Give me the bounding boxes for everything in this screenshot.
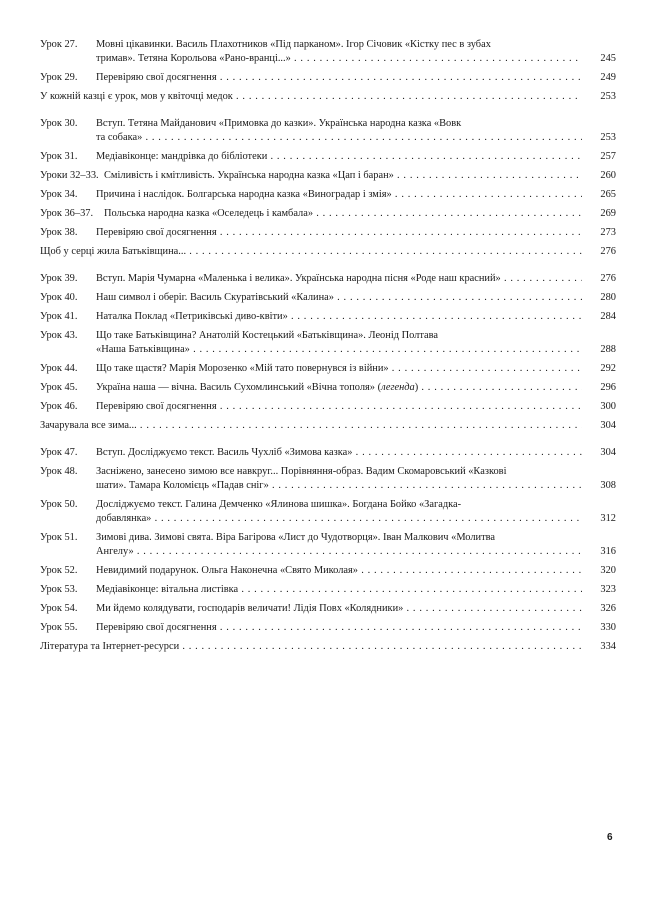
toc-entry [40, 71, 616, 85]
entry-title-line: Медіавіконце: мандрівка до бібліотеки . . . [96, 150, 582, 164]
toc-entry [40, 207, 616, 221]
toc-entry [40, 621, 616, 635]
entry-title-line: Україна наша — вічна. Василь Сухомлинський «Вічна тополя» (легенда) . . . [96, 381, 582, 395]
page-ref: 304 [582, 419, 616, 433]
entry-title [96, 621, 616, 635]
toc-entry [40, 169, 616, 183]
toc-entry [40, 400, 616, 414]
page-ref: 320 [582, 564, 616, 578]
entry-title-line: добавлянка» . . . [96, 512, 582, 526]
toc-entry [40, 381, 616, 395]
entry-title-line: Щоб у серці жила Батьківщина... . . . [40, 245, 582, 259]
lesson-number: Урок 40. [40, 292, 78, 303]
lesson-number: Урок 55. [40, 622, 78, 633]
entry-title-line: шати». Тамара Коломієць «Падав сніг» . . . [96, 479, 582, 493]
lesson-number: Урок 53. [40, 584, 78, 595]
entry-title-line: Мовні цікавинки. Василь Плахотников «Під парканом». Ігор Січовик «Кістку пес в зубах [96, 39, 491, 50]
entry-title-line: Література та Інтернет-ресурси . . . [40, 640, 582, 654]
page-ref: 296 [582, 381, 616, 395]
entry-title-line: «Наша Батьківщина» . . . [96, 343, 582, 357]
page-ref: 334 [582, 640, 616, 654]
toc-entry [40, 117, 616, 145]
page-ref: 276 [582, 245, 616, 259]
page-ref: 265 [582, 188, 616, 202]
toc-entry [40, 583, 616, 597]
entry-title [96, 400, 616, 414]
entry-title-line: Перевіряю свої досягнення . . . [96, 71, 582, 85]
page-ref: 330 [582, 621, 616, 635]
entry-title [104, 207, 616, 221]
toc-entry [40, 362, 616, 376]
lesson-number: Урок 47. [40, 447, 78, 458]
page-ref: 269 [582, 207, 616, 221]
entry-title [96, 150, 616, 164]
page-ref: 276 [582, 272, 616, 286]
lesson-number: Урок 44. [40, 363, 78, 374]
entry-title-line: Вступ. Марія Чумарна «Маленька і велика». Українська народна пісня «Роде наш красний» . . . [96, 272, 582, 286]
entry-title-line: Досліджуємо текст. Галина Демченко «Ялинова шишка». Богдана Бойко «Загадка- [96, 499, 462, 510]
entry-title [96, 71, 616, 85]
lesson-number: Урок 39. [40, 273, 78, 284]
entry-title-line: Засніжено, занесено зимою все навкруг... Порівняння-образ. Вадим Скомаровський «Казкові [96, 466, 507, 477]
entry-title [40, 245, 616, 259]
entry-title-line: Зачарувала все зима... . . . [40, 419, 582, 433]
toc-entry [40, 226, 616, 240]
toc-section-heading [40, 90, 616, 104]
entry-title [96, 188, 616, 202]
entry-title [96, 381, 616, 395]
page-ref: 308 [582, 479, 616, 493]
page-ref: 284 [582, 310, 616, 324]
toc-entry [40, 498, 616, 526]
lesson-number: Урок 29. [40, 72, 78, 83]
entry-title-line: Зимові дива. Зимові свята. Віра Багірова «Лист до Чудотворця». Іван Малкович «Молитва [96, 532, 496, 543]
page-ref: 288 [582, 343, 616, 357]
toc-entry [40, 602, 616, 616]
entry-title-line: тримав». Тетяна Корольова «Рано-вранці...» . . . [96, 52, 582, 66]
entry-title [96, 362, 616, 376]
entry-title-line: Сміливість і кмітливість. Українська народна казка «Цап і баран» . . . [104, 169, 582, 183]
lesson-number: Урок 36–37. [40, 208, 94, 219]
entry-title [96, 465, 616, 493]
entry-title-line: Причина і наслідок. Болгарська народна казка «Виноградар і змія» . . . [96, 188, 582, 202]
entry-title-line: Медіавіконце: вітальна листівка . . . [96, 583, 582, 597]
lesson-number: Урок 51. [40, 532, 78, 543]
toc-entry [40, 310, 616, 324]
entry-title [96, 226, 616, 240]
toc-entry [40, 329, 616, 357]
entry-title-line: та собака» . . . [96, 131, 582, 145]
lesson-number: Урок 34. [40, 189, 78, 200]
toc-section-heading [40, 245, 616, 259]
page-ref: 312 [582, 512, 616, 526]
toc-entry [40, 446, 616, 460]
lesson-number: Урок 54. [40, 603, 78, 614]
entry-title [96, 117, 616, 145]
lesson-number: Урок 41. [40, 311, 78, 322]
entry-title [96, 498, 616, 526]
lesson-number: Урок 46. [40, 401, 78, 412]
lesson-number: Урок 48. [40, 466, 78, 477]
page-ref: 273 [582, 226, 616, 240]
page-number: 6 [607, 832, 613, 843]
page-ref: 326 [582, 602, 616, 616]
entry-title-line: Що таке щастя? Марія Морозенко «Мій тато повернувся із війни» . . . [96, 362, 582, 376]
entry-title [96, 38, 616, 66]
entry-title [96, 602, 616, 616]
entry-title-line: Вступ. Тетяна Майданович «Примовка до казки». Українська народна казка «Вовк [96, 118, 462, 129]
page-ref: 253 [582, 131, 616, 145]
page-ref: 245 [582, 52, 616, 66]
entry-title [40, 419, 616, 433]
page-ref: 323 [582, 583, 616, 597]
entry-title-line: У кожній казці є урок, мов у квіточці медок . . . [40, 90, 582, 104]
entry-title [96, 446, 616, 460]
toc-entry [40, 291, 616, 305]
toc-entry [40, 38, 616, 66]
entry-title [104, 169, 616, 183]
toc-section-heading [40, 419, 616, 433]
entry-title [96, 564, 616, 578]
lesson-number: Урок 52. [40, 565, 78, 576]
page-ref: 249 [582, 71, 616, 85]
lesson-number: Урок 31. [40, 151, 78, 162]
table-of-contents [40, 38, 616, 667]
page-ref: 304 [582, 446, 616, 460]
entry-title [96, 329, 616, 357]
lesson-number: Урок 50. [40, 499, 78, 510]
entry-title [40, 640, 616, 654]
entry-title-line: Перевіряю свої досягнення . . . [96, 226, 582, 240]
entry-title-line: Перевіряю свої досягнення . . . [96, 400, 582, 414]
entry-title-line: Вступ. Досліджуємо текст. Василь Чухліб «Зимова казка» . . . [96, 446, 582, 460]
entry-title-line: Наш символ і оберіг. Василь Скуратівський «Калина» . . . [96, 291, 582, 305]
page-ref: 292 [582, 362, 616, 376]
lesson-number: Уроки 32–33. [40, 170, 99, 181]
lesson-number: Урок 27. [40, 39, 78, 50]
toc-entry [40, 150, 616, 164]
toc-entry [40, 272, 616, 286]
toc-entry [40, 531, 616, 559]
page-ref: 257 [582, 150, 616, 164]
page-ref: 253 [582, 90, 616, 104]
entry-title-line: Ангелу» . . . [96, 545, 582, 559]
toc-entry [40, 564, 616, 578]
entry-title-line: Польська народна казка «Оселедець і камбала» . . . [104, 207, 582, 221]
lesson-number: Урок 43. [40, 330, 78, 341]
page-ref: 280 [582, 291, 616, 305]
lesson-number: Урок 38. [40, 227, 78, 238]
lesson-number: Урок 30. [40, 118, 78, 129]
toc-section-heading [40, 640, 616, 654]
entry-title-line: Що таке Батьківщина? Анатолій Костецький «Батьківщина». Леонід Полтава [96, 330, 438, 341]
entry-title-line: Наталка Поклад «Петриківські диво-квіти» . . . [96, 310, 582, 324]
entry-title [40, 90, 616, 104]
toc-entry [40, 465, 616, 493]
entry-title [96, 583, 616, 597]
entry-title-line: Ми йдемо колядувати, господарів величати! Лідія Повх «Колядники» . . . [96, 602, 582, 616]
page-ref: 316 [582, 545, 616, 559]
entry-title [96, 531, 616, 559]
entry-title [96, 272, 616, 286]
entry-title [96, 310, 616, 324]
page-ref: 260 [582, 169, 616, 183]
page-ref: 300 [582, 400, 616, 414]
lesson-number: Урок 45. [40, 382, 78, 393]
entry-title-line: Перевіряю свої досягнення . . . [96, 621, 582, 635]
toc-entry [40, 188, 616, 202]
entry-title-line: Невидимий подарунок. Ольга Наконечна «Свято Миколая» . . . [96, 564, 582, 578]
entry-title [96, 291, 616, 305]
